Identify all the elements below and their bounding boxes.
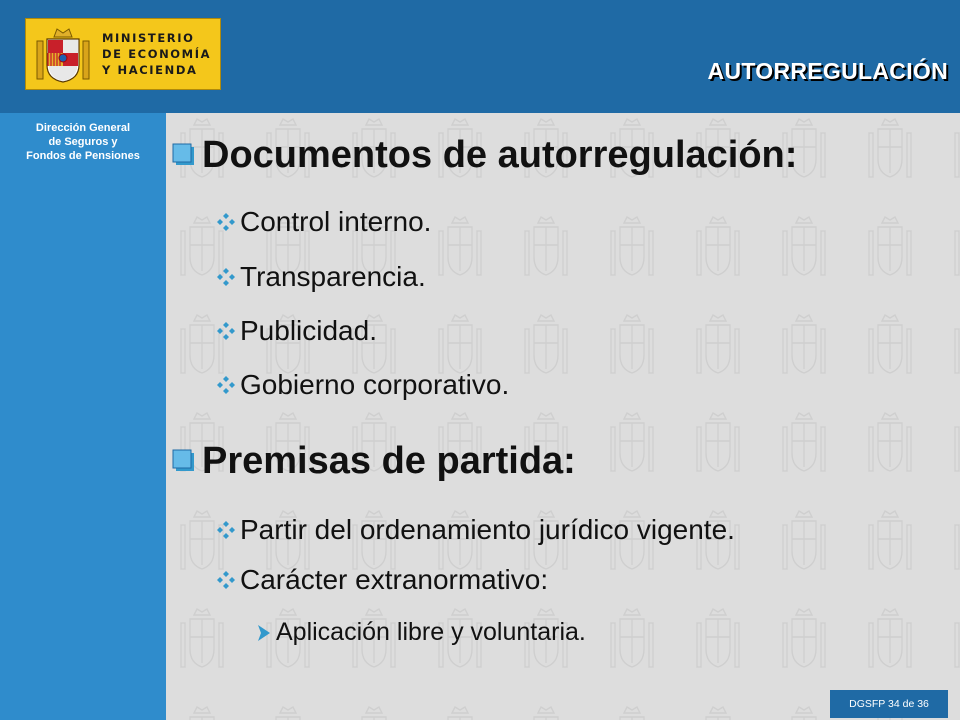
diamond-star-bullet-icon bbox=[216, 520, 236, 540]
sidebar-line-3: Fondos de Pensiones bbox=[26, 150, 140, 162]
arrow-bullet-icon bbox=[256, 623, 272, 643]
ministry-name bbox=[102, 30, 220, 78]
square-bullet-icon bbox=[172, 449, 198, 475]
sidebar-line-1: Dirección General bbox=[35, 122, 131, 134]
list-item-text: Gobierno corporativo. bbox=[240, 369, 510, 400]
square-bullet-icon bbox=[172, 143, 198, 169]
heading-premisas bbox=[172, 440, 576, 483]
diamond-star-bullet-icon bbox=[216, 212, 236, 232]
heading-text: Documentos de autorregulación: bbox=[202, 134, 798, 176]
sidebar-org-name bbox=[0, 121, 166, 163]
diamond-star-bullet-icon bbox=[216, 570, 236, 590]
list-item bbox=[216, 514, 735, 546]
list-item bbox=[216, 369, 509, 401]
list-item-text: Transparencia. bbox=[240, 261, 426, 292]
list-item-text: Carácter extranormativo: bbox=[240, 564, 549, 595]
list-item bbox=[216, 206, 431, 238]
heading-text: Premisas de partida: bbox=[202, 440, 576, 482]
sidebar bbox=[0, 113, 166, 720]
diamond-star-bullet-icon bbox=[216, 267, 236, 287]
list-item-text: Control interno. bbox=[240, 206, 432, 237]
logo-line-2: DE ECONOMÍA bbox=[102, 47, 212, 61]
list-item bbox=[216, 315, 377, 347]
list-item bbox=[216, 564, 548, 596]
diamond-star-bullet-icon bbox=[216, 321, 236, 341]
list-item-text: Partir del ordenamiento jurídico vigente. bbox=[240, 514, 735, 545]
heading-documentos bbox=[172, 134, 797, 177]
logo-line-1: MINISTERIO bbox=[102, 31, 195, 45]
diamond-star-bullet-icon bbox=[216, 375, 236, 395]
slide-footer: DGSFP 34 de 36 bbox=[830, 690, 948, 718]
logo-line-3: Y HACIENDA bbox=[102, 63, 198, 77]
list-item bbox=[216, 261, 426, 293]
sub-list-item-text: Aplicación libre y voluntaria. bbox=[276, 618, 586, 646]
sub-list-item bbox=[256, 618, 586, 647]
coat-of-arms-icon bbox=[34, 25, 92, 85]
section-title: AUTORREGULACIÓN bbox=[707, 58, 948, 84]
sidebar-line-2: de Seguros y bbox=[48, 136, 118, 148]
header-bar bbox=[0, 0, 960, 113]
list-item-text: Publicidad. bbox=[240, 315, 377, 346]
ministry-logo bbox=[25, 18, 221, 90]
